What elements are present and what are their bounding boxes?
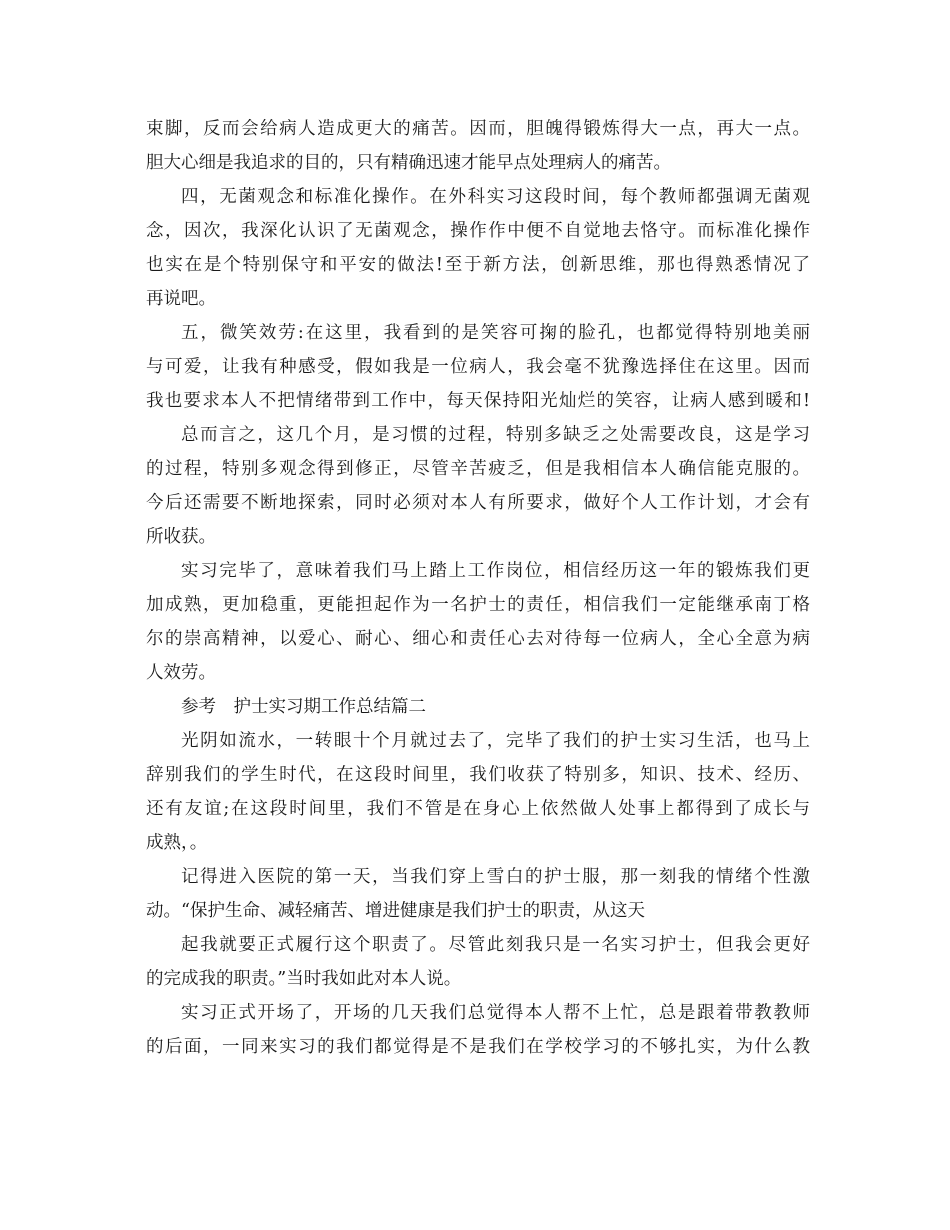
text-line: 与可爱，让我有种感受，假如我是一位病人，我会毫不犹豫选择住在这里。因而 (146, 357, 810, 377)
text-line: 动。“保护生命、减轻痛苦、增进健康是我们护士的职责，从这天 (146, 901, 645, 921)
text-line: 的过程，特别多观念得到修正，尽管辛苦疲乏，但是我相信本人确信能克服的。 (146, 459, 810, 479)
text-line: 实习完毕了，意味着我们马上踏上工作岗位，相信经历这一年的锻炼我们更 (181, 561, 810, 581)
text-line: 我也要求本人不把情绪带到工作中，每天保持阳光灿烂的笑容，让病人感到暖和! (146, 391, 810, 411)
text-line: 总而言之，这几个月，是习惯的过程，特别多缺乏之处需要改良，这是学习 (181, 425, 810, 445)
text-line: 所收获。 (146, 527, 216, 547)
text-line: 加成熟，更加稳重，更能担起作为一名护士的责任，相信我们一定能继承南丁格 (146, 595, 810, 615)
text-line: 念，因次，我深化认识了无菌观念，操作作中便不自觉地去恪守。而标准化操作 (146, 221, 810, 241)
text-line: 四，无菌观念和标准化操作。在外科实习这段时间，每个教师都强调无菌观 (181, 187, 810, 207)
text-line: 束脚，反而会给病人造成更大的痛苦。因而，胆魄得锻炼得大一点，再大一点。 (146, 119, 810, 139)
text-line: 成熟，。 (146, 833, 208, 853)
text-line: 五，微笑效劳:在这里，我看到的是笑容可掬的脸孔，也都觉得特别地美丽 (181, 323, 810, 343)
document-body (146, 112, 810, 1064)
text-line: 光阴如流水，一转眼十个月就过去了，完毕了我们的护士实习生活，也马上 (181, 731, 810, 751)
text-line: 的完成我的职责。”当时我如此对本人说。 (146, 969, 462, 989)
text-line: 还有友谊;在这段时间里，我们不管是在身心上依然做人处事上都得到了成长与 (146, 799, 810, 819)
text-line: 参考 护士实习期工作总结篇二 (181, 697, 426, 717)
text-line: 记得进入医院的第一天，当我们穿上雪白的护士服，那一刻我的情绪个性激 (181, 867, 810, 887)
text-line: 辞别我们的学生时代，在这段时间里，我们收获了特别多，知识、技术、经历、 (146, 765, 810, 785)
text-line: 起我就要正式履行这个职责了。尽管此刻我只是一名实习护士，但我会更好 (181, 935, 810, 955)
text-line: 也实在是个特别保守和平安的做法!至于新方法，创新思维，那也得熟悉情况了 (146, 255, 810, 275)
text-line: 的后面，一同来实习的我们都觉得是不是我们在学校学习的不够扎实，为什么教 (146, 1037, 810, 1057)
text-line: 实习正式开场了，开场的几天我们总觉得本人帮不上忙，总是跟着带教教师 (181, 1003, 810, 1023)
text-line: 人效劳。 (146, 663, 216, 683)
text-line: 今后还需要不断地探索，同时必须对本人有所要求，做好个人工作计划，才会有 (146, 493, 810, 513)
text-line: 胆大心细是我追求的目的，只有精确迅速才能早点处理病人的痛苦。 (146, 153, 671, 173)
text-line: 尔的崇高精神，以爱心、耐心、细心和责任心去对待每一位病人，全心全意为病 (146, 629, 810, 649)
text-line: 再说吧。 (146, 289, 216, 309)
